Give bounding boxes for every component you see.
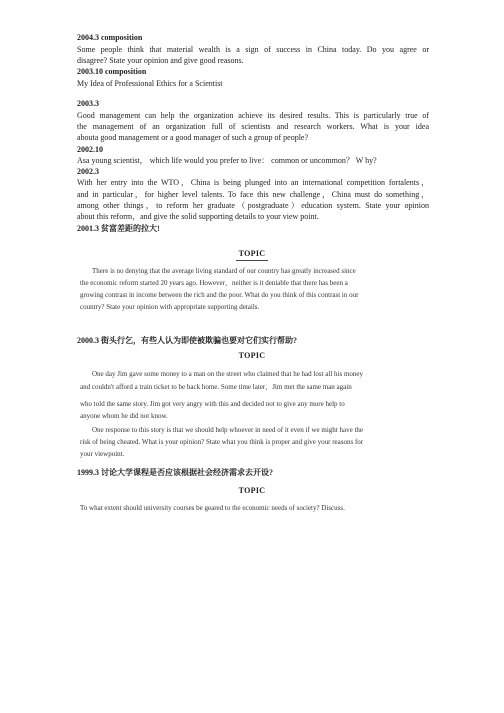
heading-2000-3: 2000.3 街头行乞，有些人认为即使被欺骗也要对它们实行帮助?	[77, 336, 297, 345]
topic-underline-2001	[236, 260, 268, 261]
prompt-2004-3-line1: Some people think that material wealth is a sign of success in China today. Do you agree or	[77, 45, 429, 54]
topic-2000-line7: your viewpoint.	[80, 450, 125, 458]
topic-2000-line6: risk of being cheated. What is your opinion? State what you think is proper and give your reasons for	[80, 438, 364, 446]
heading-2003-3: 2003.3	[77, 99, 99, 108]
prompt-2003-3-line3: abouta good management or a good manager of such a group of people?	[77, 133, 309, 142]
prompt-2003-3-line1: Good management can help the organization achieve its desired results. This is particularly true of	[77, 111, 429, 120]
topic-2001-line2: the economic reform started 20 years ago. However，neither is it deniable that there has been a	[80, 279, 348, 287]
heading-2002-10: 2002.10	[77, 145, 103, 154]
prompt-2002-3-line2: and in particular，for higher level talents. To face this new challenge，China must do something，	[77, 190, 429, 199]
topic-label-2001: TOPIC	[238, 249, 266, 258]
topic-2000-line1: One day Jim gave some money to a man on the street who claimed that he had lost all his money	[92, 370, 363, 378]
topic-2001-line3: growing contrast in income between the rich and the poor. What do you think of this contrast in our	[80, 291, 359, 299]
prompt-2004-3-line2: disagree? State your opinion and give good reasons.	[77, 56, 244, 65]
prompt-2002-3-line3: among other things，to reform her graduate（postgraduate）education system. State your opinion	[77, 201, 429, 210]
topic-2000-line5: One response to this story is that we should help whoever in need of it even if we might have the	[92, 426, 363, 434]
topic-2000-line4: anyone whom he did not know.	[80, 412, 168, 420]
prompt-2002-3-line1: With her entry into the WTO，China is being plunged into an international competition fortalents，	[77, 178, 429, 187]
topic-2001-line4: country? State your opinion with appropriate supporting details.	[80, 303, 260, 311]
heading-2002-3: 2002.3	[77, 167, 99, 176]
heading-2003-10: 2003.10 composition	[77, 67, 147, 76]
topic-2000-line3: who told the same story. Jim got very angry with this and decided not to give any more help to	[80, 400, 345, 408]
topic-2000-line2: and couldn't afford a train ticket to be back home. Some time later，Jim met the same man again	[80, 383, 352, 391]
prompt-2002-3-line4: about this reform，and give the solid supporting details to your view point.	[77, 212, 319, 221]
heading-2001-3: 2001.3 贫富差距的拉大!	[77, 224, 160, 233]
prompt-2003-10: My Idea of Professional Ethics for a Scientist	[77, 79, 223, 88]
topic-label-2000: TOPIC	[238, 351, 266, 360]
heading-2004-3: 2004.3 composition	[77, 33, 143, 42]
topic-1999-line1: To what extent should university courses be geared to the economic needs of society? Discuss.	[80, 504, 345, 512]
prompt-2002-10: Asa young scientist， which life would you prefer to live： common or uncommon？ W hy?	[77, 156, 377, 165]
topic-label-1999: TOPIC	[238, 486, 266, 495]
heading-1999-3: 1999.3 讨论大学课程是否应该根据社会经济需求去开设?	[77, 468, 273, 477]
prompt-2003-3-line2: the management of an organization full of scientists and research workers. What is your idea	[77, 122, 429, 131]
topic-2001-line1: There is no denying that the average living standard of our country has greatly increased since	[92, 267, 356, 275]
